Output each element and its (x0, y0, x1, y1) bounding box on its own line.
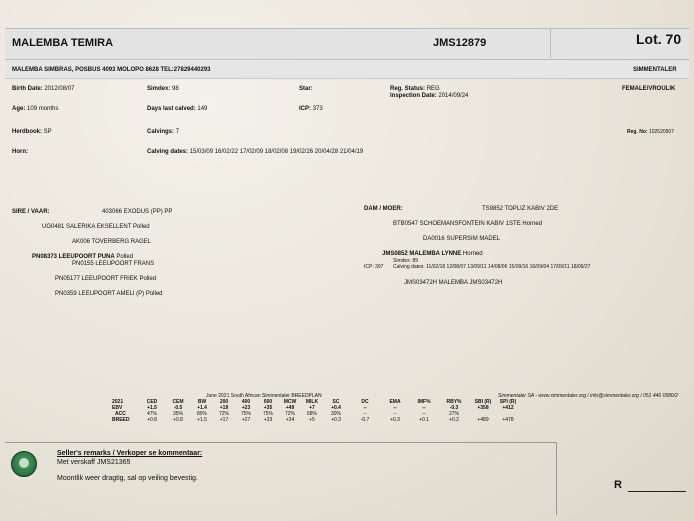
dam-sire-sire: BTB0547 SCHOEMANSFONTEIN KABIV 1STE Horned (393, 221, 543, 227)
dam-simdex: Simdex: 89 (393, 258, 419, 264)
breedplan-cell: +0.8 (147, 417, 157, 423)
breedplan-cell: +1.4 (197, 405, 207, 411)
breedplan-cell: +19 (219, 405, 229, 411)
breedplan-cell: +49 (285, 405, 295, 411)
price-line (628, 491, 686, 492)
breedplan-column-header: 600 (263, 399, 273, 405)
breedplan-cell: -- (422, 405, 426, 411)
breedplan-caption: June 2021 South African Simmentaler BREEDPLAN (206, 393, 322, 399)
breedplan-cell: 72% (284, 411, 295, 417)
breedplan-cell: -- (363, 411, 367, 417)
dam-calving-dates: Calving dates: 11/02/18 12/08/07 13/09/11 14/08/06 15/09/16 16/09/04 17/09/11 18/09/27 (393, 264, 591, 270)
breedplan-cell: +0.2 (449, 417, 459, 423)
remarks-line-2: Moontlik weer dragtig, sal op veiling bevestig. (57, 475, 198, 482)
breedplan-cell: 80% (196, 411, 207, 417)
breedplan-cell: +0.4 (331, 405, 341, 411)
breedplan-cell: +27 (241, 417, 251, 423)
sire: 403066 EXODUS (PP) PP (102, 209, 173, 215)
breedplan-column-header: SPI (R) (499, 399, 517, 405)
remarks-title: Seller's remarks / Verkoper se kommentaar: (57, 450, 203, 457)
breedplan-cell: +489 (477, 417, 489, 423)
price-label: R (614, 479, 622, 491)
breedplan-column-header: SBI (R) (474, 399, 492, 405)
breedplan-column-header: CEM (172, 399, 184, 405)
calvings: Calvings: 7 (147, 129, 180, 135)
breedplan-column-header: MCW (283, 399, 297, 405)
dam-dam: JMS03472H MALEMBA JMS03472H (404, 280, 503, 286)
dam-icp: ICP: 397 (364, 264, 384, 270)
breedplan-column-header: 400 (241, 399, 251, 405)
breedplan-cell: 35% (172, 411, 183, 417)
sex: FEMALE/VROULIK (622, 86, 676, 92)
breedplan-cell: +35 (263, 405, 273, 411)
breedplan-cell: +0.8 (173, 417, 183, 423)
breedplan-cell: +0.3 (390, 417, 400, 423)
herdbook: Herdbook: SP (12, 129, 52, 135)
sire-sire-sire: AK006 TOVERBERG RAGEL (72, 239, 152, 245)
breedplan-column-header: SC (332, 399, 340, 405)
animal-name: MALEMBA TEMIRA (12, 37, 114, 49)
inspection-date: Inspection Date: 2014/09/24 (390, 93, 469, 99)
breedplan-column-header: RBY% (446, 399, 462, 405)
breedplan-column-header: IMF% (417, 399, 431, 405)
sire-dam-dam-dam: PN0359 LEEUPOORT AMELI (P) Polled (55, 291, 163, 297)
dam-sire-dam: DA0016 SUPERSIM MADEL (423, 236, 501, 242)
breedplan-table (112, 399, 519, 423)
horn-label: Horn: (12, 149, 28, 155)
breedplan-cell: 68% (306, 411, 317, 417)
breedplan-cell: +1.5 (147, 405, 157, 411)
breedplan-cell: -0.7 (360, 417, 370, 423)
dam-label: DAM / MOER: (364, 206, 403, 212)
breedplan-row-label: EBV (112, 405, 123, 411)
remarks-line-1: Met verskaff JMS21365 (57, 459, 131, 466)
breedplan-cell: -- (422, 411, 426, 417)
dam-sire: TS9852 TOPLIZ KABIV 2DE (482, 206, 559, 212)
breedplan-row-label: ACC (115, 411, 126, 417)
breedplan-cell: +34 (285, 417, 295, 423)
breedplan-cell: 30% (330, 411, 341, 417)
breedplan-cell: +7 (309, 405, 315, 411)
icp: ICP: 373 (299, 106, 323, 112)
breedplan-cell: +5 (309, 417, 315, 423)
breedplan-cell: 47% (146, 411, 157, 417)
breedplan-cell: +23 (241, 405, 251, 411)
reg-status: Reg. Status: REG (390, 86, 440, 92)
breedplan-column-header: MILK (305, 399, 319, 405)
birth-date: Birth Date: 2012/08/07 (12, 86, 75, 92)
simmentaler-logo (11, 451, 37, 477)
days-last-calved: Days last calved: 149 (147, 106, 208, 112)
breedplan-cell: -- (363, 405, 367, 411)
breedplan-cell: +33 (263, 417, 273, 423)
breedplan-column-header: BW (197, 399, 207, 405)
breedplan-cell: +412 (502, 405, 514, 411)
breedplan-row-label: BREED (112, 417, 130, 423)
breedplan-cell: -0.5 (173, 405, 183, 411)
animal-id: JMS12879 (433, 37, 487, 49)
sire-label: SIRE / VAAR: (12, 209, 50, 215)
simdex: Simdex: 98 (147, 86, 179, 92)
breedplan-cell: +0.3 (331, 417, 341, 423)
breedplan-cell: -0.3 (449, 405, 459, 411)
breedplan-row (112, 417, 519, 423)
sire-dam: PN08373 LEEUPOORT PUNA Polled (32, 254, 134, 260)
sire-dam-sire: PN0155 LEEUPOORT FRANS (72, 261, 155, 267)
breedplan-cell: +478 (502, 417, 514, 423)
sire-sire: UG0481 SALERIKA EKSELLENT Polled (42, 224, 150, 230)
breed-name: SIMMENTALER (633, 67, 677, 73)
breedplan-column-header: EMA (389, 399, 401, 405)
breedplan-cell: -- (393, 405, 397, 411)
dam: JMS0852 MALEMBA LYNNE Horned (382, 251, 483, 257)
breedplan-cell: 27% (448, 411, 459, 417)
breedplan-cell: 75% (240, 411, 251, 417)
breeder-line: MALEMBA SIMBRAS, POSBUS 4093 MOLOPO 8628 TEL:27829440293 (12, 67, 211, 73)
reg-no: Reg. No: 102520507 (627, 129, 674, 135)
breedplan-contact: Simmentaler SA - www.simmentaler.org / info@simmentaler.org / 051 446 0580/2 (498, 393, 678, 399)
lot-number: Lot. 70 (636, 31, 682, 47)
star-label: Star: (299, 86, 313, 92)
breedplan-column-header: 200 (219, 399, 229, 405)
breedplan-cell: +17 (219, 417, 229, 423)
breedplan-cell: -- (393, 411, 397, 417)
breedplan-cell: 72% (218, 411, 229, 417)
header-divider (550, 28, 551, 58)
breedplan-cell: +1.5 (197, 417, 207, 423)
breedplan-column-header: CED (146, 399, 158, 405)
age: Age: 109 months (12, 106, 59, 112)
breedplan-column-header: DC (361, 399, 369, 405)
sire-dam-dam: PN05177 LEEUPOORT FRIEK Polled (55, 276, 157, 282)
breedplan-cell: +358 (477, 405, 489, 411)
breedplan-cell: +0.1 (419, 417, 429, 423)
breedplan-cell: 75% (262, 411, 273, 417)
calving-dates: Calving dates: 15/03/09 16/02/22 17/02/09 18/02/08 19/02/26 20/04/28 21/04/19 (147, 149, 364, 155)
breedplan-year: 2021 (112, 399, 124, 405)
